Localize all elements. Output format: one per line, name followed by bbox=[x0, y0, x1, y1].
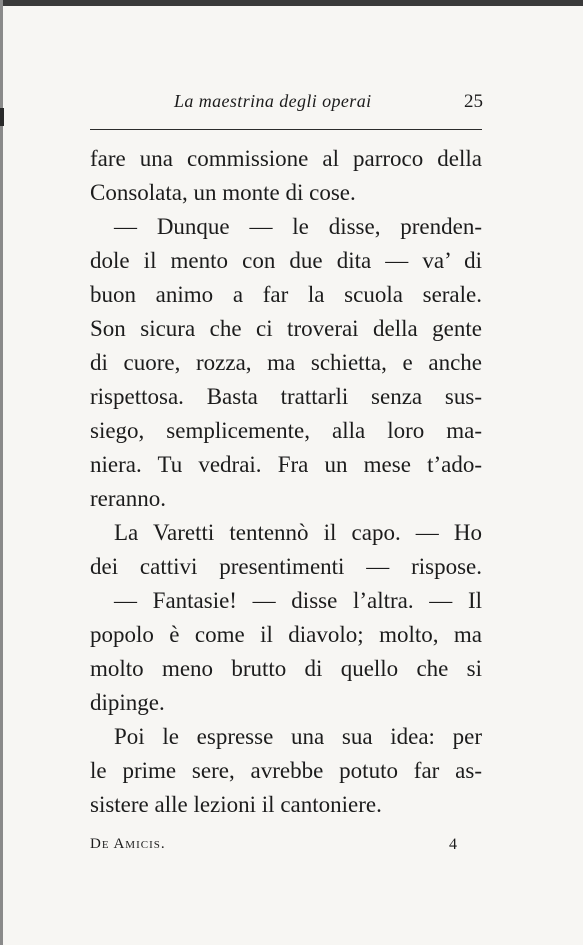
body-text bbox=[90, 142, 482, 822]
signature-mark bbox=[90, 836, 166, 853]
text-line: dei cattivi presentimenti — rispose. bbox=[90, 554, 482, 579]
text-line: — Fantasie! — disse l’altra. — Il bbox=[114, 588, 482, 613]
text-line: popolo è come il diavolo; molto, ma bbox=[90, 622, 482, 647]
text-line: rispettosa. Basta trattarli senza sus- bbox=[90, 384, 482, 409]
text-line: reranno. bbox=[90, 486, 166, 511]
text-line: buon animo a far la scuola serale. bbox=[90, 282, 482, 307]
text-line: dipinge. bbox=[90, 690, 165, 715]
header-rule bbox=[90, 129, 482, 130]
signature-number: 4 bbox=[449, 836, 457, 853]
text-line: dole il mento con due dita — va’ di bbox=[90, 248, 482, 273]
text-line: Consolata, un monte di cose. bbox=[90, 180, 356, 205]
text-line: — Dunque — le disse, prenden- bbox=[114, 214, 482, 239]
running-title: La maestrina degli operai bbox=[174, 91, 372, 111]
running-head bbox=[90, 88, 483, 118]
signature-text: De Amicis. bbox=[90, 836, 166, 852]
text-line: siego, semplicemente, alla loro ma- bbox=[90, 418, 482, 443]
page-binding-mark bbox=[0, 108, 4, 126]
text-line: niera. Tu vedrai. Fra un mese t’ado- bbox=[90, 452, 482, 477]
text-line: fare una commissione al parroco della bbox=[90, 146, 482, 171]
text-line: Son sicura che ci troverai della gente bbox=[90, 316, 482, 341]
text-line: Poi le espresse una sua idea: per bbox=[114, 724, 482, 749]
page-number: 25 bbox=[464, 91, 483, 112]
page-top-edge bbox=[0, 0, 583, 6]
text-line: le prime sere, avrebbe potuto far as- bbox=[90, 758, 482, 783]
text-line: molto meno brutto di quello che si bbox=[90, 656, 482, 681]
page-left-edge bbox=[0, 0, 3, 945]
text-line: sistere alle lezioni il cantoniere. bbox=[90, 792, 382, 817]
text-line: di cuore, rozza, ma schietta, e anche bbox=[90, 350, 482, 375]
text-line: La Varetti tentennò il capo. — Ho bbox=[114, 520, 482, 545]
